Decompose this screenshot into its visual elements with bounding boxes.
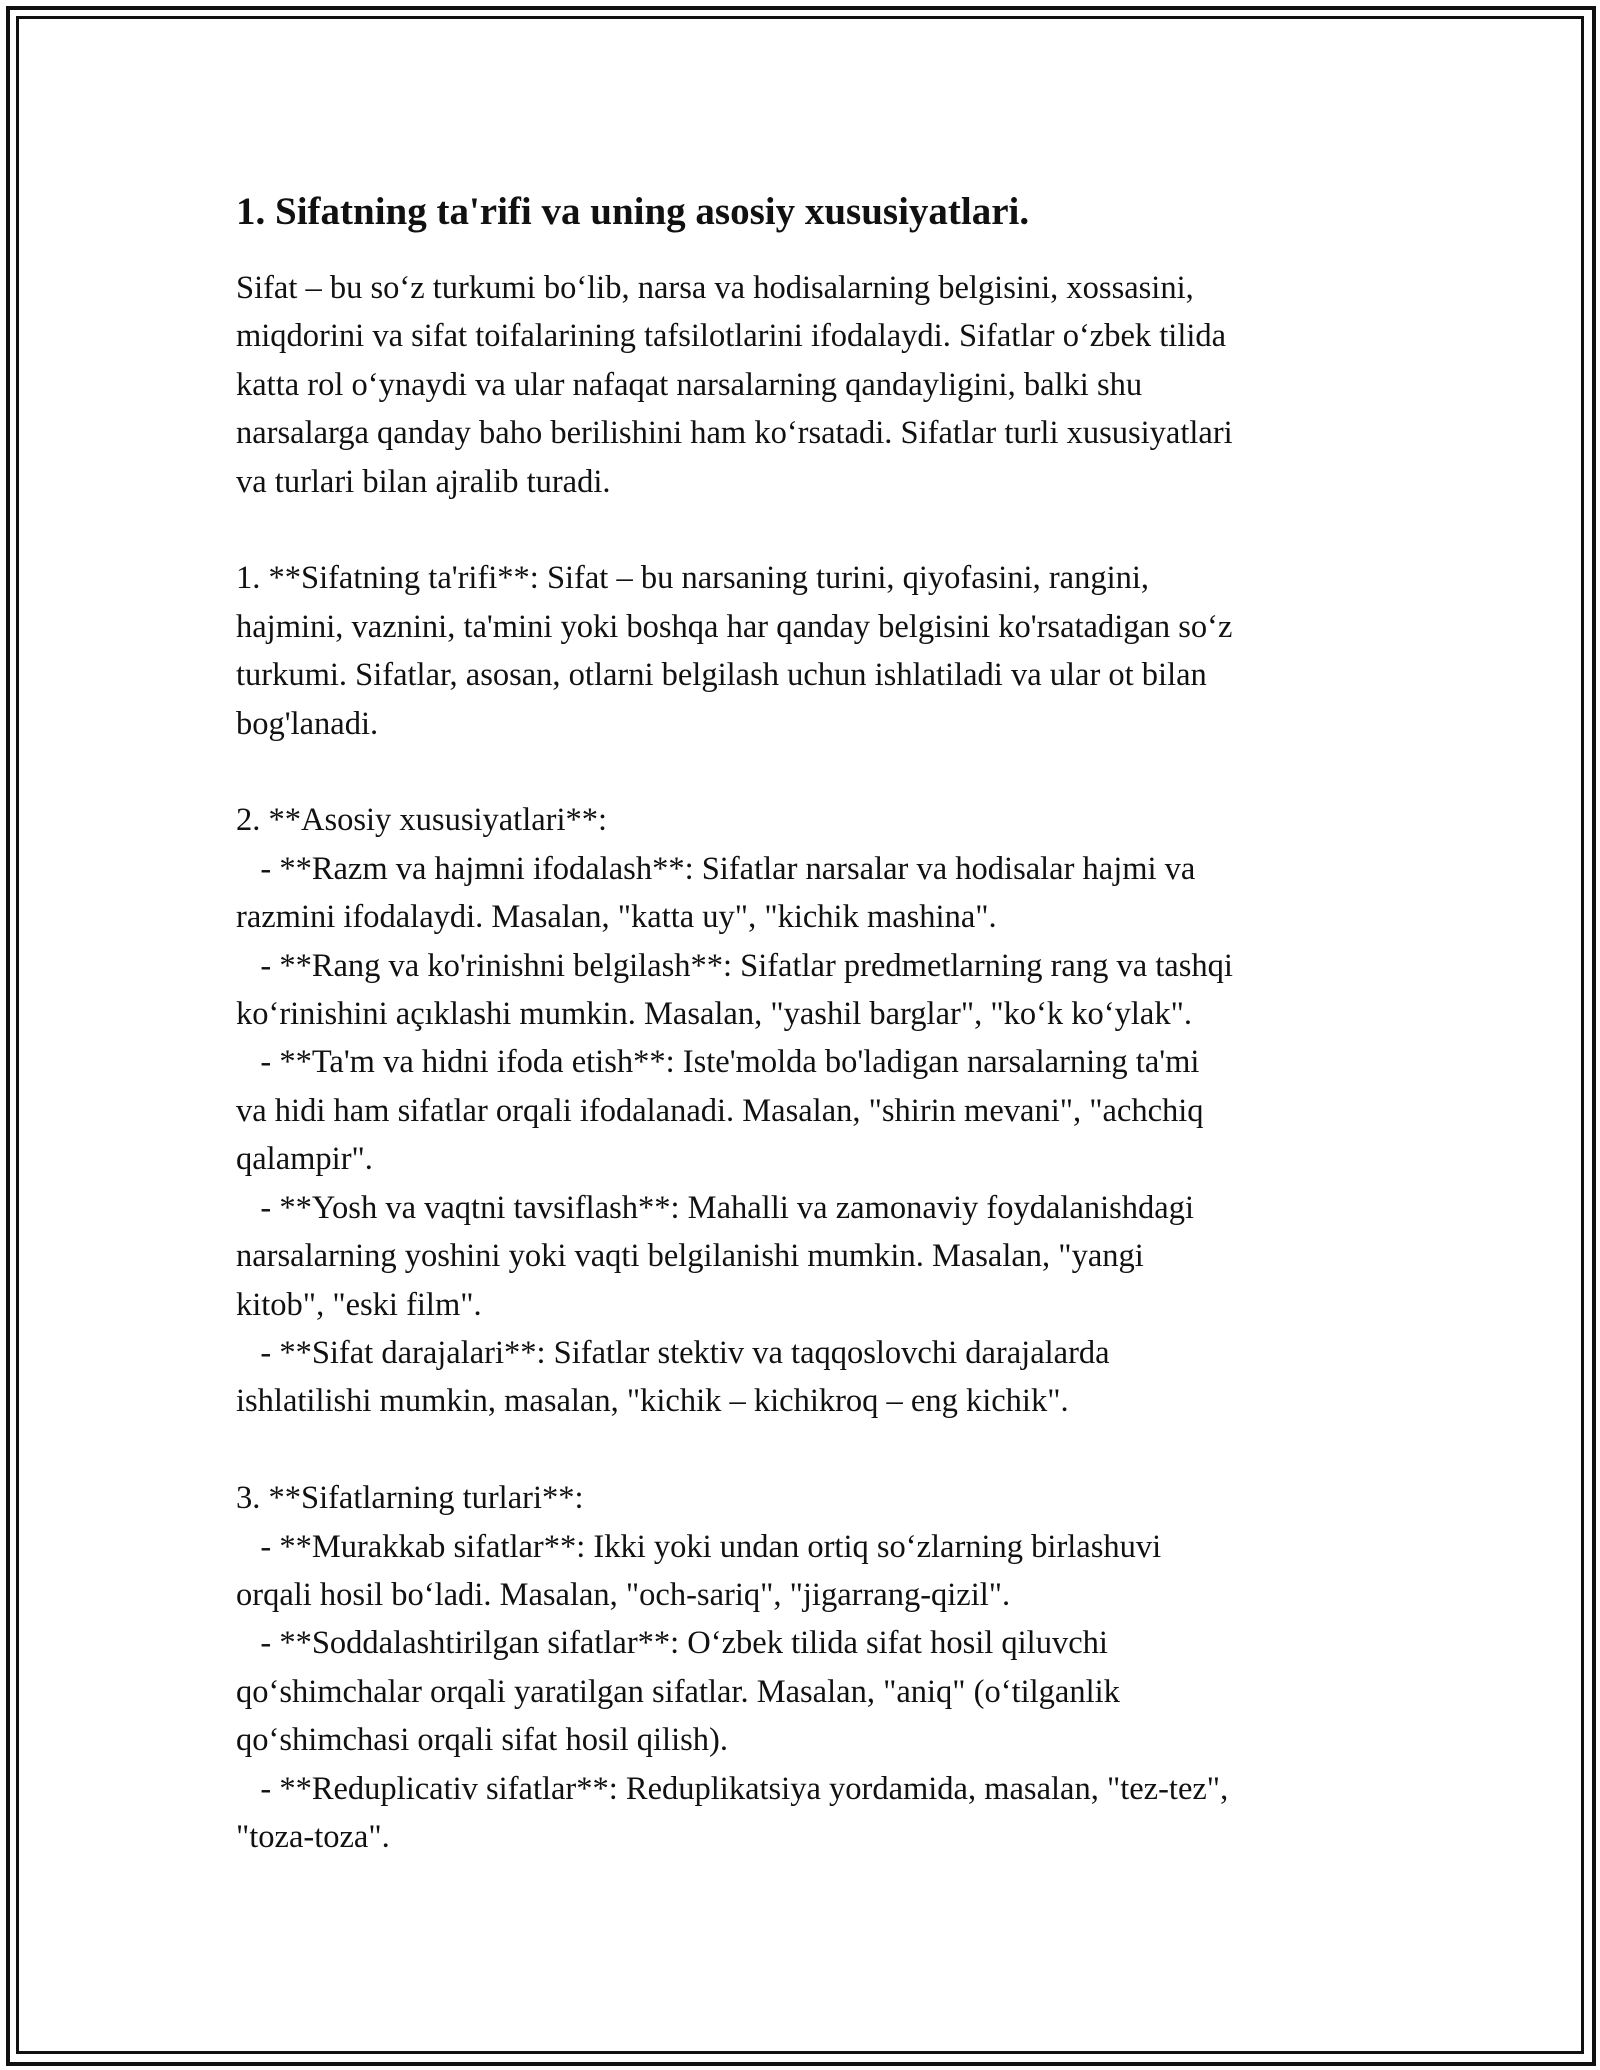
paragraph-gap (236, 748, 1396, 796)
section-types: 3. **Sifatlarning turlari**: - **Murakkab sifatlar**: Ikki yoki undan ortiq so‘zlarning birlashuvi orqali hosil bo‘ladi. Masalan, "och-sariq", "jigarrang-qizil". - **Soddalashtirilgan sifatlar**: O‘zbek tilida sifat hosil qiluvchi qo‘shimchalar orqali yaratilgan sifatlar. Masalan, "aniq" (o‘tilganlik qo‘shimchasi orqali sifat hosil qilish). - **Reduplicativ sifatlar**: Reduplikatsiya yordamida, masalan, "tez-tez", "toza-toza". (236, 1480, 1229, 1855)
section-definition: 1. **Sifatning ta'rifi**: Sifat – bu narsaning turini, qiyofasini, rangini, hajmini, vaznini, ta'mini yoki boshqa har qanday belgisini ko'rsatadigan so‘z turkumi. Sifatlar, asosan, otlarni belgilash uchun ishlatiladi va ular ot bilan bog'lanadi. (236, 560, 1233, 742)
document-page (236, 186, 1396, 1861)
document-heading: 1. Sifatning ta'rifi va uning asosiy xususiyatlari. (236, 190, 1030, 233)
section-main-features: 2. **Asosiy xususiyatlari**: - **Razm va hajmni ifodalash**: Sifatlar narsalar va hodisalar hajmi va razmini ifodalaydi. Masalan, "katta uy", "kichik mashina". - **Rang va ko'rinishni belgilash**: Sifatlar predmetlarning rang va tashqi ko‘rinishini açıklashi mumkin. Masalan, "yashil barglar", "ko‘k ko‘ylak". - **Ta'm va hidni ifoda etish**: Iste'molda bo'ladigan narsalarning ta'mi va hidi ham sifatlar orqali ifodalanadi. Masalan, "shirin mevani", "achchiq qalampir". - **Yosh va vaqtni tavsiflash**: Mahalli va zamonaviy foydalanishdagi narsalarning yoshini yoki vaqti belgilanishi mumkin. Masalan, "yangi kitob", "eski film". - **Sifat darajalari**: Sifatlar stektiv va taqqoslovchi darajalarda ishlatilishi mumkin, masalan, "kichik – kichikroq – eng kichik". (236, 802, 1233, 1420)
paragraph-gap (236, 1426, 1396, 1474)
paragraph-gap (236, 506, 1396, 554)
intro-paragraph: Sifat – bu so‘z turkumi bo‘lib, narsa va hodisalarning belgisini, xossasini, miqdorini va sifat toifalarining tafsilotlarini ifodalaydi. Sifatlar o‘zbek tilida katta rol o‘ynaydi va ular nafaqat narsalarning qandayligini, balki shu narsalarga qanday baho berilishini ham ko‘rsatadi. Sifatlar turli xususiyatlari va turlari bilan ajralib turadi. (236, 270, 1233, 500)
